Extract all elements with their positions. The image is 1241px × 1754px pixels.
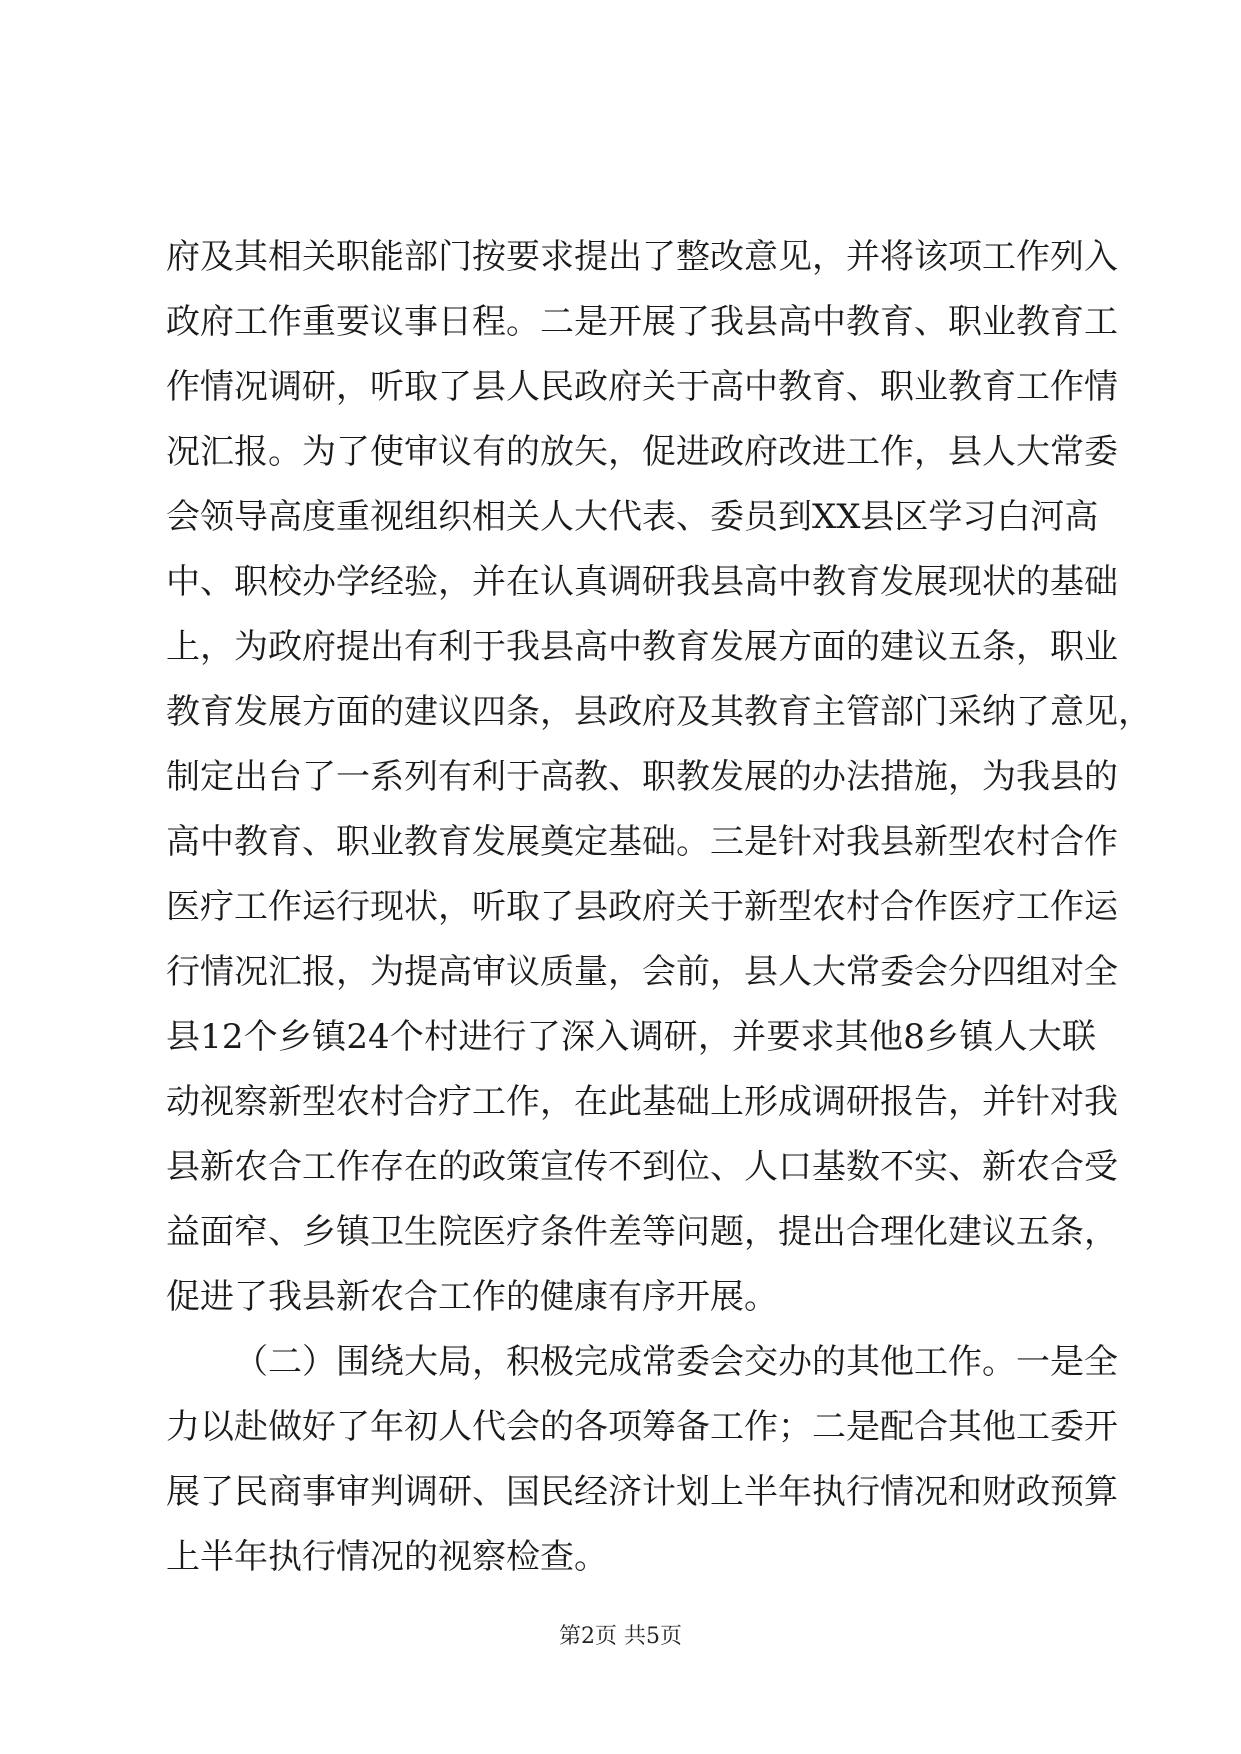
text-line: 教育发展方面的建议四条，县政府及其教育主管部门采纳了意见， — [166, 692, 1152, 732]
text-line: 益面窄、乡镇卫生院医疗条件差等问题，提出合理化建议五条， — [166, 1212, 1118, 1252]
text-line: 医疗工作运行现状，听取了县政府关于新型农村合作医疗工作运 — [166, 887, 1118, 927]
paragraph-end-line: 上半年执行情况的视察检查。 — [166, 1537, 608, 1577]
text-line: 县12个乡镇24个村进行了深入调研，并要求其他8乡镇人大联 — [166, 1017, 1096, 1057]
text-line: 县新农合工作存在的政策宣传不到位、人口基数不实、新农合受 — [166, 1147, 1118, 1187]
text-line: 中、职校办学经验，并在认真调研我县高中教育发展现状的基础 — [166, 562, 1118, 602]
text-line: 高中教育、职业教育发展奠定基础。三是针对我县新型农村合作 — [166, 822, 1118, 862]
text-line: 展了民商事审判调研、国民经济计划上半年执行情况和财政预算 — [166, 1472, 1118, 1512]
page-number-footer: 第2页 共5页 — [559, 1624, 682, 1649]
text-line: 作情况调研，听取了县人民政府关于高中教育、职业教育工作情 — [166, 367, 1118, 407]
body-text — [166, 225, 1152, 1590]
text-line: 政府工作重要议事日程。二是开展了我县高中教育、职业教育工 — [166, 302, 1118, 342]
text-line: 动视察新型农村合疗工作，在此基础上形成调研报告，并针对我 — [166, 1082, 1118, 1122]
paragraph-end-line: 促进了我县新农合工作的健康有序开展。 — [166, 1277, 778, 1317]
text-line: 府及其相关职能部门按要求提出了整改意见，并将该项工作列入 — [166, 237, 1118, 277]
text-line: 上，为政府提出有利于我县高中教育发展方面的建议五条，职业 — [166, 627, 1118, 667]
text-line: 制定出台了一系列有利于高教、职教发展的办法措施，为我县的 — [166, 757, 1118, 797]
section-heading-line: （二）围绕大局，积极完成常委会交办的其他工作。一是全 — [234, 1342, 1118, 1382]
text-line: 力以赴做好了年初人代会的各项筹备工作；二是配合其他工委开 — [166, 1407, 1118, 1447]
text-line: 况汇报。为了使审议有的放矢，促进政府改进工作，县人大常委 — [166, 432, 1118, 472]
text-line: 会领导高度重视组织相关人大代表、委员到XX县区学习白河高 — [166, 497, 1099, 537]
text-line: 行情况汇报，为提高审议质量，会前，县人大常委会分四组对全 — [166, 952, 1118, 992]
